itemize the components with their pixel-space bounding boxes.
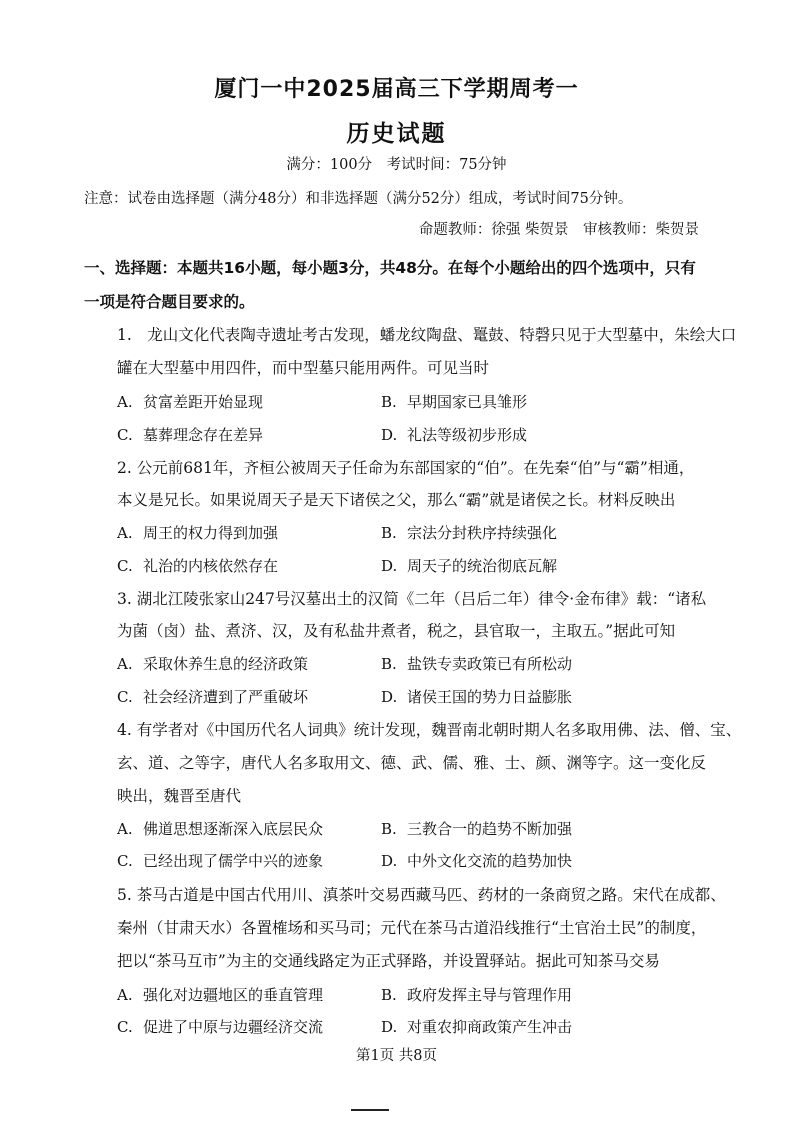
subject-title: 历史试题 xyxy=(346,121,447,147)
option-letter: C. xyxy=(117,1018,133,1036)
question-text: 把以“茶马互市”为主的交通线路定为正式驿路，并设置驿站。据此可知茶马交易 xyxy=(117,952,660,970)
option-text: 佛道思想逐渐深入底层民众 xyxy=(143,820,324,838)
option-letter: A. xyxy=(117,986,133,1004)
option-c xyxy=(117,686,308,707)
question-text: 4. 有学者对《中国历代名人词典》统计发现，魏晋南北朝时期人名多取用佛、法、僧、宝、 xyxy=(117,721,742,739)
option-d xyxy=(381,555,557,576)
page-number: 第1页 共8页 xyxy=(355,1048,438,1064)
option-letter: D. xyxy=(381,557,398,575)
question-text: 本义是兄长。如果说周天子是天下诸侯之父，那么“霸”就是诸侯之长。材料反映出 xyxy=(117,491,676,509)
option-letter: A. xyxy=(117,820,133,838)
question-text: 为菌（卤）盐、煮济、汉，及有私盐井煮者，税之，县官取一，主取五。”据此可知 xyxy=(117,622,676,640)
option-letter: B. xyxy=(381,524,397,542)
option-text: 社会经济遭到了严重破坏 xyxy=(143,688,309,706)
option-text: 强化对边疆地区的垂直管理 xyxy=(143,986,324,1004)
question-text: 1. 龙山文化代表陶寺遗址考古发现，蟠龙纹陶盘、鼍鼓、特磬只见于大型墓中，朱绘大口 xyxy=(117,326,737,344)
option-c xyxy=(117,555,278,576)
option-c xyxy=(117,1016,323,1037)
option-text: 贫富差距开始显现 xyxy=(143,393,264,411)
option-text: 对重农抑商政策产生冲击 xyxy=(407,1018,573,1036)
option-c xyxy=(117,850,323,871)
section-heading-line2: 一项是符合题目要求的。 xyxy=(84,293,255,311)
option-a xyxy=(117,653,308,674)
option-b xyxy=(381,818,572,839)
option-b xyxy=(381,653,572,674)
option-text: 三教合一的趋势不断加强 xyxy=(407,820,573,838)
option-a xyxy=(117,391,263,412)
option-text: 墓葬理念存在差异 xyxy=(143,426,264,444)
option-letter: B. xyxy=(381,820,397,838)
option-text: 早期国家已具雏形 xyxy=(407,393,528,411)
option-d xyxy=(381,686,572,707)
option-text: 诸侯王国的势力日益膨胀 xyxy=(407,688,573,706)
option-b xyxy=(381,391,527,412)
option-letter: D. xyxy=(381,1018,398,1036)
option-letter: B. xyxy=(381,986,397,1004)
exam-title: 厦门一中2025届高三下学期周考一 xyxy=(214,77,579,102)
question-text: 5. 茶马古道是中国古代用川、滇茶叶交易西藏马匹、药材的一条商贸之路。宋代在成都、 xyxy=(117,886,726,904)
question-text: 映出，魏晋至唐代 xyxy=(117,787,242,805)
option-b xyxy=(381,522,557,543)
option-text: 采取休养生息的经济政策 xyxy=(143,655,309,673)
option-text: 宗法分封秩序持续强化 xyxy=(407,524,558,542)
question-text: 秦州（甘肃天水）各置榷场和买马司；元代在茶马古道沿线推行“土官治土民”的制度， xyxy=(117,919,707,937)
option-letter: D. xyxy=(381,426,398,444)
option-letter: C. xyxy=(117,557,133,575)
option-text: 促进了中原与边疆经济交流 xyxy=(143,1018,324,1036)
option-letter: B. xyxy=(381,393,397,411)
option-letter: A. xyxy=(117,655,133,673)
bottom-divider xyxy=(351,1109,389,1111)
option-c xyxy=(117,424,263,445)
option-d xyxy=(381,424,527,445)
question-text: 玄、道、之等字，唐代人名多取用文、德、武、儒、雅、士、颜、渊等字。这一变化反 xyxy=(117,754,707,772)
teachers: 命题教师：徐强 柴贺景 审核教师：柴贺景 xyxy=(418,222,699,238)
option-letter: D. xyxy=(381,852,398,870)
option-b xyxy=(381,984,572,1005)
option-text: 中外文化交流的趋势加快 xyxy=(407,852,573,870)
question-text: 2. 公元前681年，齐桓公被周天子任命为东部国家的“伯”。在先秦“伯”与“霸”相通， xyxy=(117,459,695,477)
option-text: 礼治的内核依然存在 xyxy=(143,557,279,575)
option-letter: A. xyxy=(117,524,133,542)
option-a xyxy=(117,984,323,1005)
option-text: 政府发挥主导与管理作用 xyxy=(407,986,573,1004)
option-letter: A. xyxy=(117,393,133,411)
option-letter: C. xyxy=(117,852,133,870)
option-letter: C. xyxy=(117,688,133,706)
score-time: 满分：100分 考试时间：75分钟 xyxy=(286,157,507,173)
section-heading-line1: 一、选择题：本题共16小题，每小题3分，共48分。在每个小题给出的四个选项中，只有 xyxy=(84,259,696,277)
option-a xyxy=(117,522,278,543)
option-d xyxy=(381,1016,572,1037)
option-letter: B. xyxy=(381,655,397,673)
option-text: 周王的权力得到加强 xyxy=(143,524,279,542)
option-text: 礼法等级初步形成 xyxy=(407,426,528,444)
notice: 注意：试卷由选择题（满分48分）和非选择题（满分52分）组成，考试时间75分钟。 xyxy=(84,191,633,207)
option-text: 盐铁专卖政策已有所松动 xyxy=(407,655,573,673)
option-text: 周天子的统治彻底瓦解 xyxy=(407,557,558,575)
option-letter: C. xyxy=(117,426,133,444)
question-text: 3. 湖北江陵张家山247号汉墓出土的汉简《二年（吕后二年）律令·金布律》载：“诸私 xyxy=(117,590,707,608)
option-letter: D. xyxy=(381,688,398,706)
option-d xyxy=(381,850,572,871)
option-text: 已经出现了儒学中兴的迹象 xyxy=(143,852,324,870)
question-text: 罐在大型墓中用四件，而中型墓只能用两件。可见当时 xyxy=(117,359,490,377)
option-a xyxy=(117,818,323,839)
